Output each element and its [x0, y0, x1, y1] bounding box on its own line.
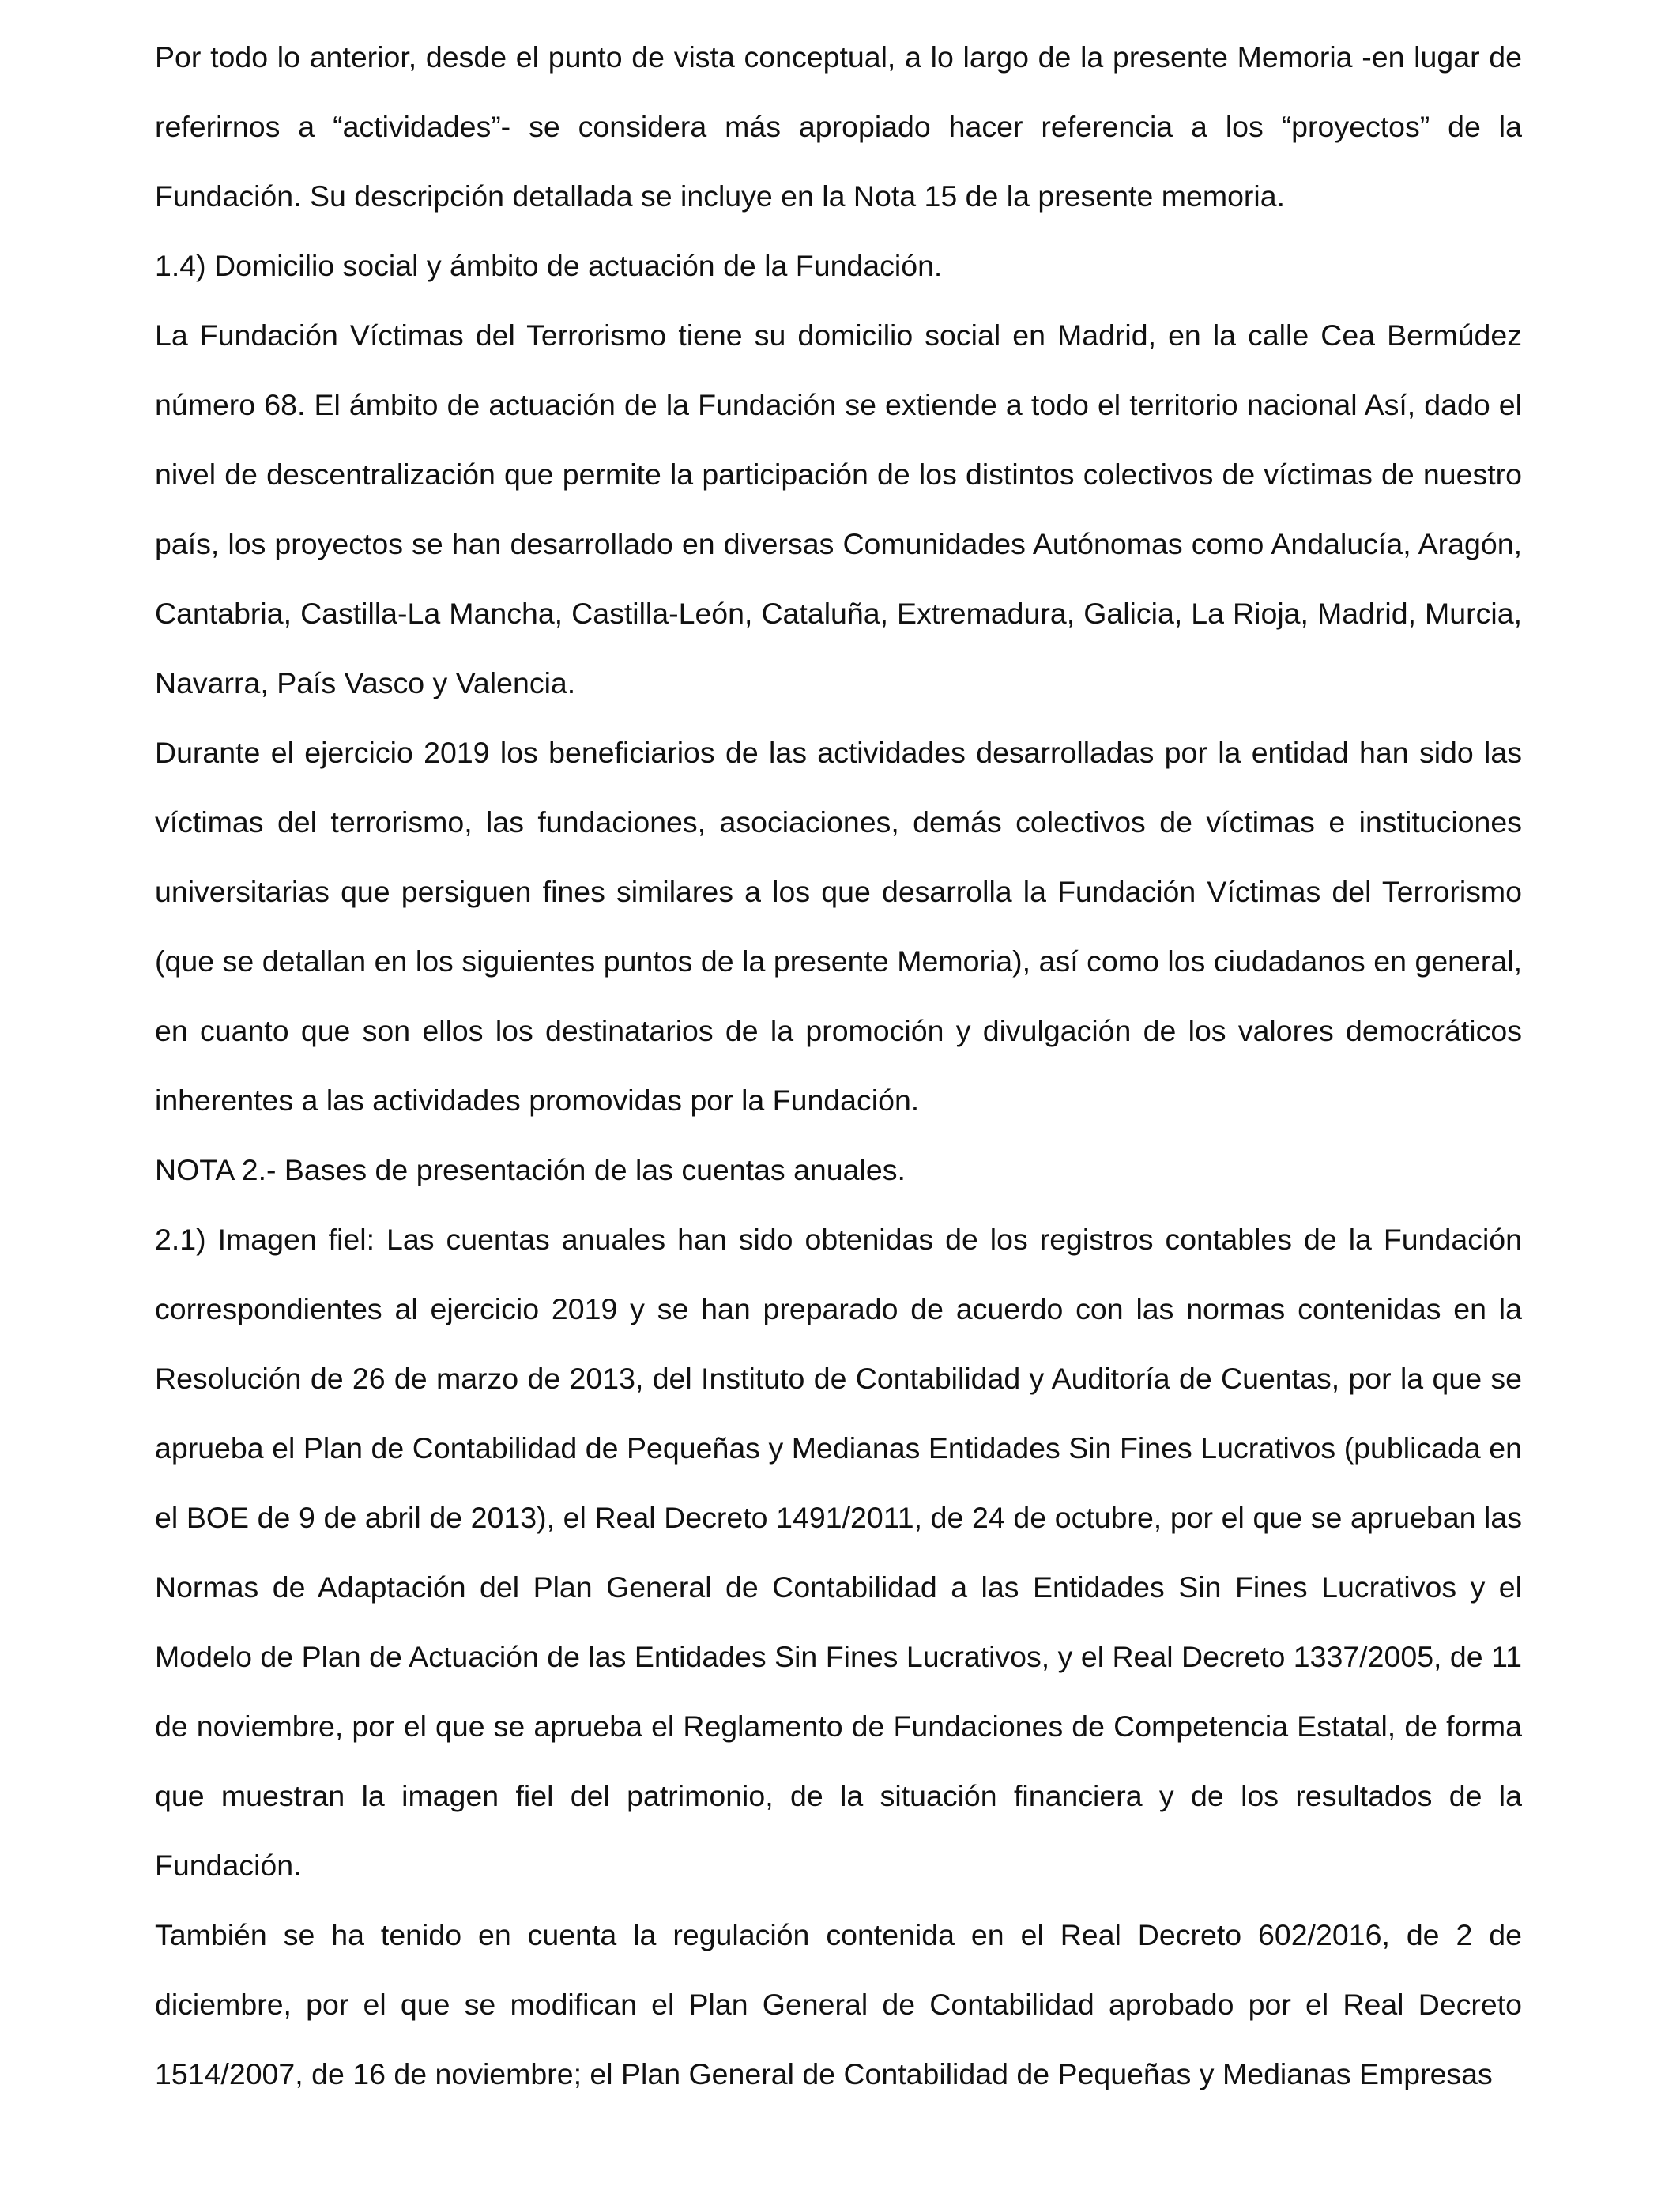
section-heading-nota-2: NOTA 2.- Bases de presentación de las cuentas anuales. — [155, 1153, 906, 1186]
paragraph-real-decreto: También se ha tenido en cuenta la regulación contenida en el Real Decreto 602/2016, de 2 de diciembre, por el que se modifican el Plan General de Contabilidad aprobado por el Real Decreto 1514/2007, de 16 de noviembre; el Plan General de Contabilidad de Pequeñas y Medianas Empresas — [155, 1918, 1522, 2090]
paragraph-beneficiarios: Durante el ejercicio 2019 los beneficiarios de las actividades desarrolladas por la entidad han sido las víctimas del terrorismo, las fundaciones, asociaciones, demás colectivos de víctimas e instituciones universitarias que persiguen fines similares a los que desarrolla la Fundación Víctimas del Terrorismo (que se detallan en los siguientes puntos de la presente Memoria), así como los ciudadanos en general, en cuanto que son ellos los destinatarios de la promoción y divulgación de los valores democráticos inherentes a las actividades promovidas por la Fundación. — [155, 736, 1522, 1117]
document-body — [155, 22, 1522, 2109]
paragraph-projects-concept: Por todo lo anterior, desde el punto de vista conceptual, a lo largo de la presente Memoria -en lugar de referirnos a “actividades”- se considera más apropiado hacer referencia a los “proyectos” de la Fundación. Su descripción detallada se incluye en la Nota 15 de la presente memoria. — [155, 40, 1522, 213]
paragraph-imagen-fiel: 2.1) Imagen fiel: Las cuentas anuales han sido obtenidas de los registros contables de la Fundación correspondientes al ejercicio 2019 y se han preparado de acuerdo con las normas contenidas en la Resolución de 26 de marzo de 2013, del Instituto de Contabilidad y Auditoría de Cuentas, por la que se aprueba el Plan de Contabilidad de Pequeñas y Medianas Entidades Sin Fines Lucrativos (publicada en el BOE de 9 de abril de 2013), el Real Decreto 1491/2011, de 24 de octubre, por el que se aprueban las Normas de Adaptación del Plan General de Contabilidad a las Entidades Sin Fines Lucrativos y el Modelo de Plan de Actuación de las Entidades Sin Fines Lucrativos, y el Real Decreto 1337/2005, de 11 de noviembre, por el que se aprueba el Reglamento de Fundaciones de Competencia Estatal, de forma que muestran la imagen fiel del patrimonio, de la situación financiera y de los resultados de la Fundación. — [155, 1223, 1522, 1882]
section-heading-domicilio: 1.4) Domicilio social y ámbito de actuación de la Fundación. — [155, 249, 943, 282]
paragraph-domicilio-social: La Fundación Víctimas del Terrorismo tiene su domicilio social en Madrid, en la calle Cea Bermúdez número 68. El ámbito de actuación de la Fundación se extiende a todo el territorio nacional Así, dado el nivel de descentralización que permite la participación de los distintos colectivos de víctimas de nuestro país, los proyectos se han desarrollado en diversas Comunidades Autónomas como Andalucía, Aragón, Cantabria, Castilla-La Mancha, Castilla-León, Cataluña, Extremadura, Galicia, La Rioja, Madrid, Murcia, Navarra, País Vasco y Valencia. — [155, 319, 1522, 699]
